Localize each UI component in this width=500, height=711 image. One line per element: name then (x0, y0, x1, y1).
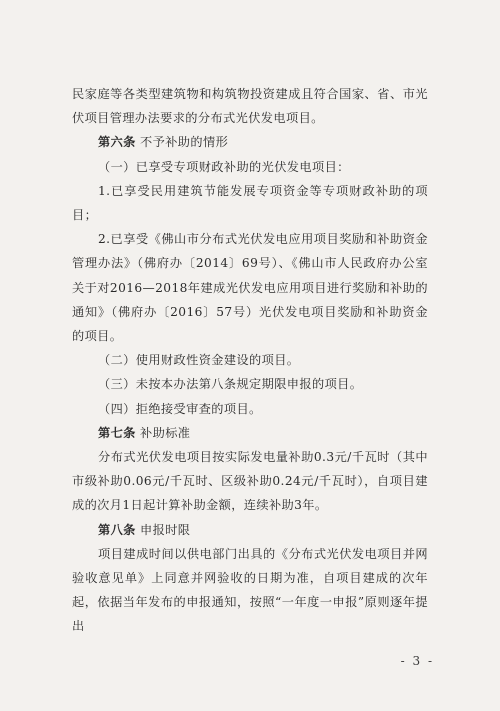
article-label: 第六条 (98, 135, 136, 150)
article-label: 第七条 (98, 425, 136, 440)
paragraph: （二）使用财政性资金建设的项目。 (98, 353, 300, 368)
article-8-heading: 第八条 申报时限 (98, 522, 191, 537)
article-label: 第八条 (98, 522, 136, 537)
paragraph: 项目建成时间以供电部门出具的《分布式光伏发电项目并网验收意见单》上同意并网验收的日期为准，自项目建成的次年起，依据当年发布的申报通知，按照“一年度一申报”原则逐年提出 (72, 546, 428, 634)
body-text (72, 82, 428, 639)
paragraph: 2.已享受《佛山市分布式光伏发电应用项目奖励和补助资金管理办法》（佛府办〔2014〕69号）、《佛山市人民政府办公室关于对2016—2018年建成光伏发电应用项目进行奖励和补助的通知》（佛府办〔2016〕57号）光伏发电项目奖励和补助资金的项目。 (72, 232, 428, 344)
paragraph: 1.已享受民用建筑节能发展专项资金等专项财政补助的项目； (72, 183, 428, 223)
paragraph: 分布式光伏发电项目按实际发电量补助0.3元/千瓦时（其中市级补助0.06元/千瓦时、区级补助0.24元/千瓦时），自项目建成的次月1日起计算补助金额，连续补助3年。 (72, 450, 428, 513)
article-6-heading: 第六条 不予补助的情形 (98, 135, 229, 150)
paragraph: （一）已享受专项财政补助的光伏发电项目： (98, 159, 350, 174)
paragraph-continued: 民家庭等各类型建筑物和构筑物投资建成且符合国家、省、市光伏项目管理办法要求的分布式光伏发电项目。 (72, 87, 428, 126)
paragraph: （三）未按本办法第八条规定期限申报的项目。 (98, 377, 363, 392)
article-7-heading: 第七条 补助标准 (98, 425, 191, 440)
page-number: - 3 - (400, 654, 434, 668)
paragraph: （四）拒绝接受审查的项目。 (98, 401, 262, 416)
